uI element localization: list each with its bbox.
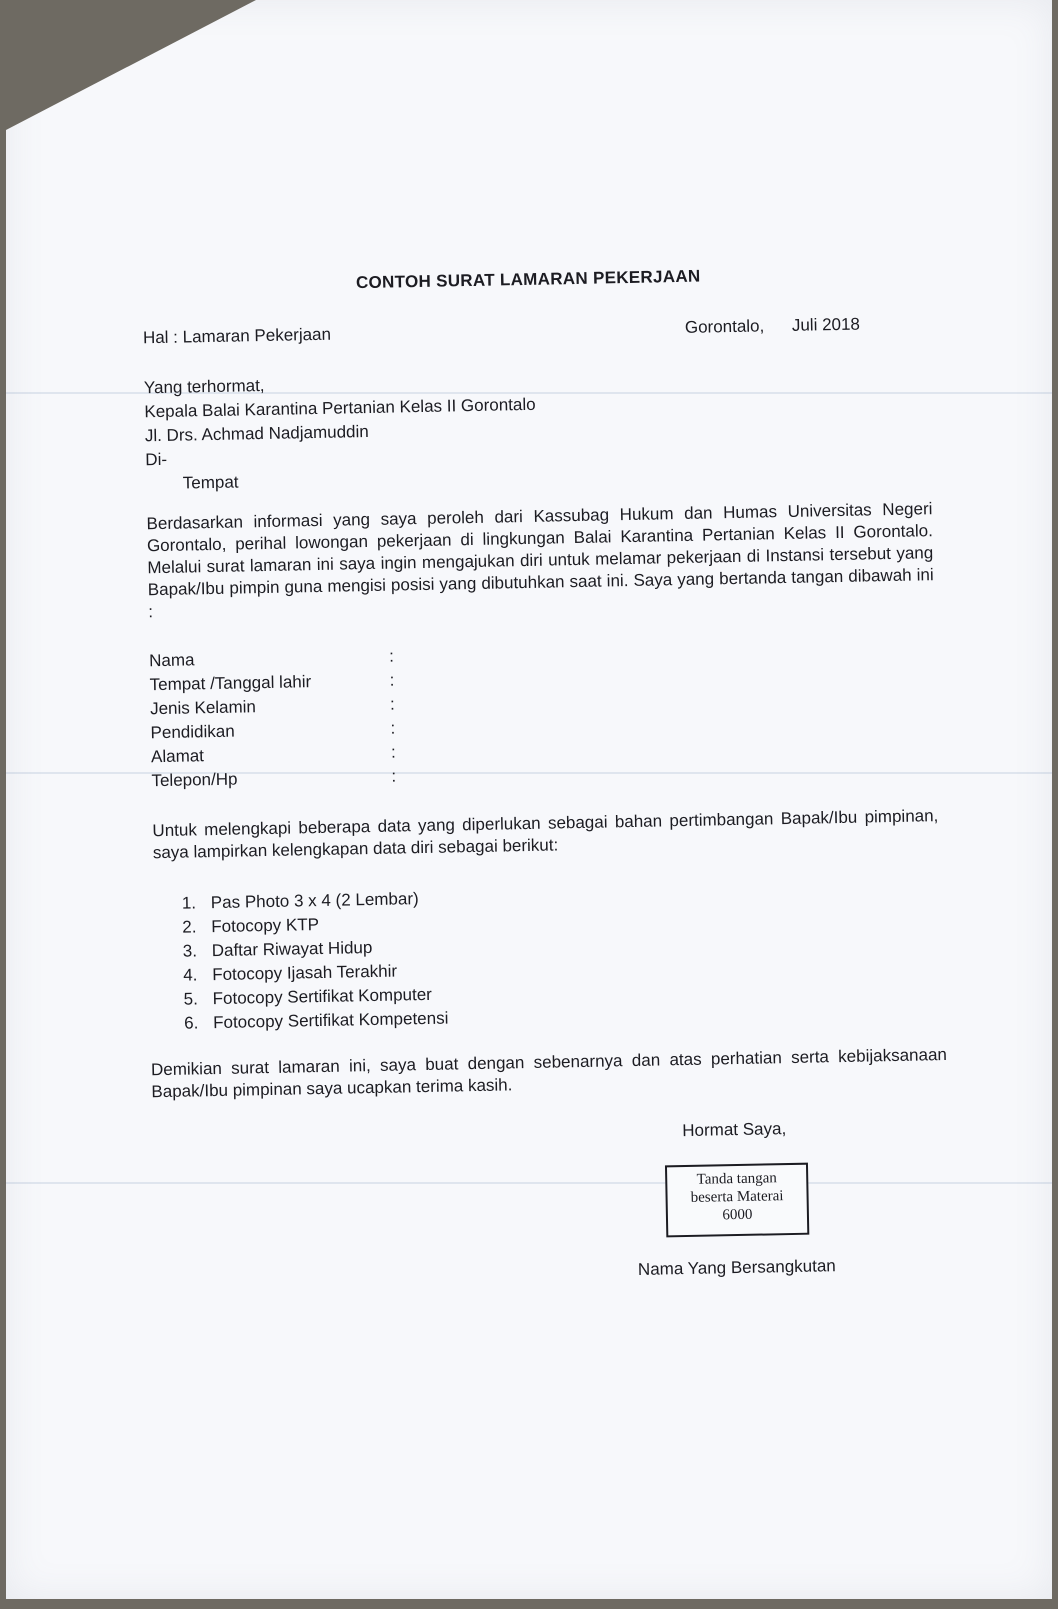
field-label: Jenis Kelamin — [149, 697, 257, 719]
field-label: Nama — [148, 650, 195, 671]
list-item: Fotocopy Ijasah Terakhir — [212, 961, 398, 985]
list-number: 4. — [183, 965, 198, 985]
list-number: 3. — [182, 941, 198, 961]
recipient-address: Jl. Drs. Achmad Nadjamuddin — [144, 421, 369, 446]
salutation: Yang terhormat, — [143, 375, 265, 398]
list-number: 6. — [183, 1013, 199, 1033]
list-item: Fotocopy Sertifikat Komputer — [212, 984, 433, 1009]
field-colon: : — [390, 742, 396, 762]
stamp-box — [665, 1163, 809, 1238]
list-item: Daftar Riwayat Hidup — [211, 937, 373, 961]
list-number: 2. — [182, 917, 197, 937]
list-item: Fotocopy Sertifikat Kompetensi — [212, 1008, 449, 1033]
closing-paragraph: Demikian surat lamaran ini, saya buat dengan sebenarnya dan atas perhatian serta kebijaksanaan Bapak/Ibu pimpinan saya ucapkan terima kasih. — [150, 1044, 948, 1102]
regards: Hormat Saya, — [682, 1119, 787, 1141]
field-label: Telepon/Hp — [151, 769, 238, 791]
letter-title: CONTOH SURAT LAMARAN PEKERJAAN — [355, 266, 701, 293]
field-label: Pendidikan — [150, 721, 235, 743]
letter-page — [6, 0, 1052, 1599]
signer-name: Nama Yang Bersangkutan — [637, 1256, 836, 1279]
subject-line: Hal : Lamaran Pekerjaan — [142, 324, 332, 348]
recipient-di: Di- — [145, 449, 168, 470]
date-place: Gorontalo, — [684, 316, 765, 337]
recipient-tempat: Tempat — [182, 472, 239, 493]
recipient-name: Kepala Balai Karantina Pertanian Kelas II Gorontalo — [144, 394, 536, 422]
field-colon: : — [390, 718, 396, 738]
stamp-line: beserta Materai — [690, 1188, 784, 1206]
stamp-line: Tanda tangan — [696, 1170, 777, 1188]
intro-paragraph: Berdasarkan informasi yang saya peroleh dari Kassubag Hukum dan Humas Universitas Negeri Gorontalo, perihal lowongan pekerjaan di lingkungan Balai Karantina Pertanian Kelas II Gorontalo. Melalui surat lamaran ini saya ingin mengajukan diri untuk melamar pekerjaan di Instansi tersebut yang Bapak/Ibu pimpin guna mengisi posisi yang dibutuhkan saat ini. Saya yang bertanda tangan dibawah ini : — [146, 499, 934, 622]
date-text: Juli 2018 — [791, 314, 861, 335]
list-number: 1. — [181, 893, 197, 913]
field-label: Alamat — [150, 746, 205, 767]
attachments-intro: Untuk melengkapi beberapa data yang diperlukan sebagai bahan pertimbangan Bapak/Ibu pimpinan, saya lampirkan kelengkapan data diri sebagai berikut: — [152, 806, 939, 863]
field-colon: : — [388, 646, 395, 666]
list-item: Pas Photo 3 x 4 (2 Lembar) — [210, 889, 419, 913]
field-label: Tempat /Tanggal lahir — [149, 672, 312, 695]
field-colon: : — [391, 766, 397, 786]
list-item: Fotocopy KTP — [211, 915, 320, 937]
list-number: 5. — [183, 989, 199, 1009]
field-colon: : — [389, 670, 395, 690]
stamp-line: 6000 — [722, 1206, 753, 1224]
field-colon: : — [389, 694, 395, 714]
